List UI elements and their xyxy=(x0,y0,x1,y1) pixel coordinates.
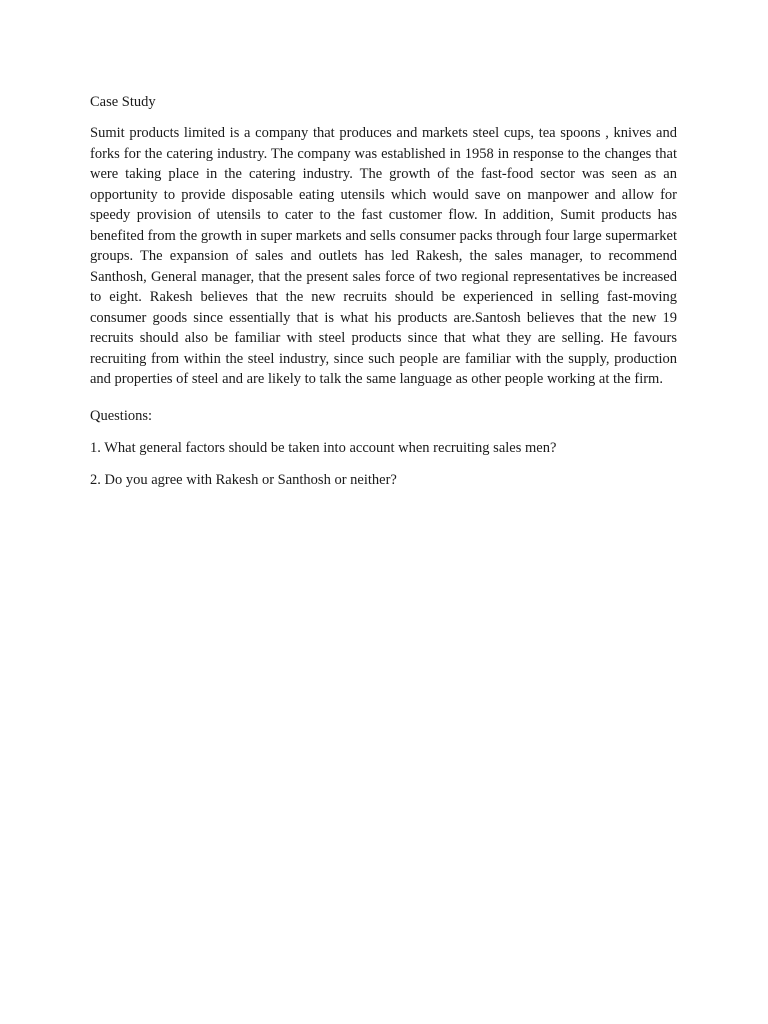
document-title: Case Study xyxy=(90,94,156,110)
document-page xyxy=(90,92,677,502)
question-item-2: 2. Do you agree with Rakesh or Santhosh or neither? xyxy=(90,471,397,488)
case-study-paragraph: Sumit products limited is a company that produces and markets steel cups, tea spoons , knives and forks for the catering industry. The company was established in 1958 in response to the changes that were taking place in the catering industry. The growth of the fast-food sector was seen as an opportunity to provide disposable eating utensils which would save on manpower and allow for speedy provision of utensils to cater to the fast customer flow. In addition, Sumit products has benefited from the growth in super markets and sells consumer packs through four large supermarket groups. The expansion of sales and outlets has led Rakesh, the sales manager, to recommend Santhosh, General manager, that the present sales force of two regional representatives be increased to eight. Rakesh believes that the new recruits should be experienced in selling fast-moving consumer goods since essentially that is what his products are.Santosh believes that the new 19 recruits should also be familiar with steel products since that what they are selling. He favours recruiting from within the steel industry, since such people are familiar with the supply, production and properties of steel and are likely to talk the same language as other people working at the firm. xyxy=(90,125,677,387)
question-item-1: 1. What general factors should be taken into account when recruiting sales men? xyxy=(90,439,557,456)
questions-heading: Questions: xyxy=(90,407,153,424)
